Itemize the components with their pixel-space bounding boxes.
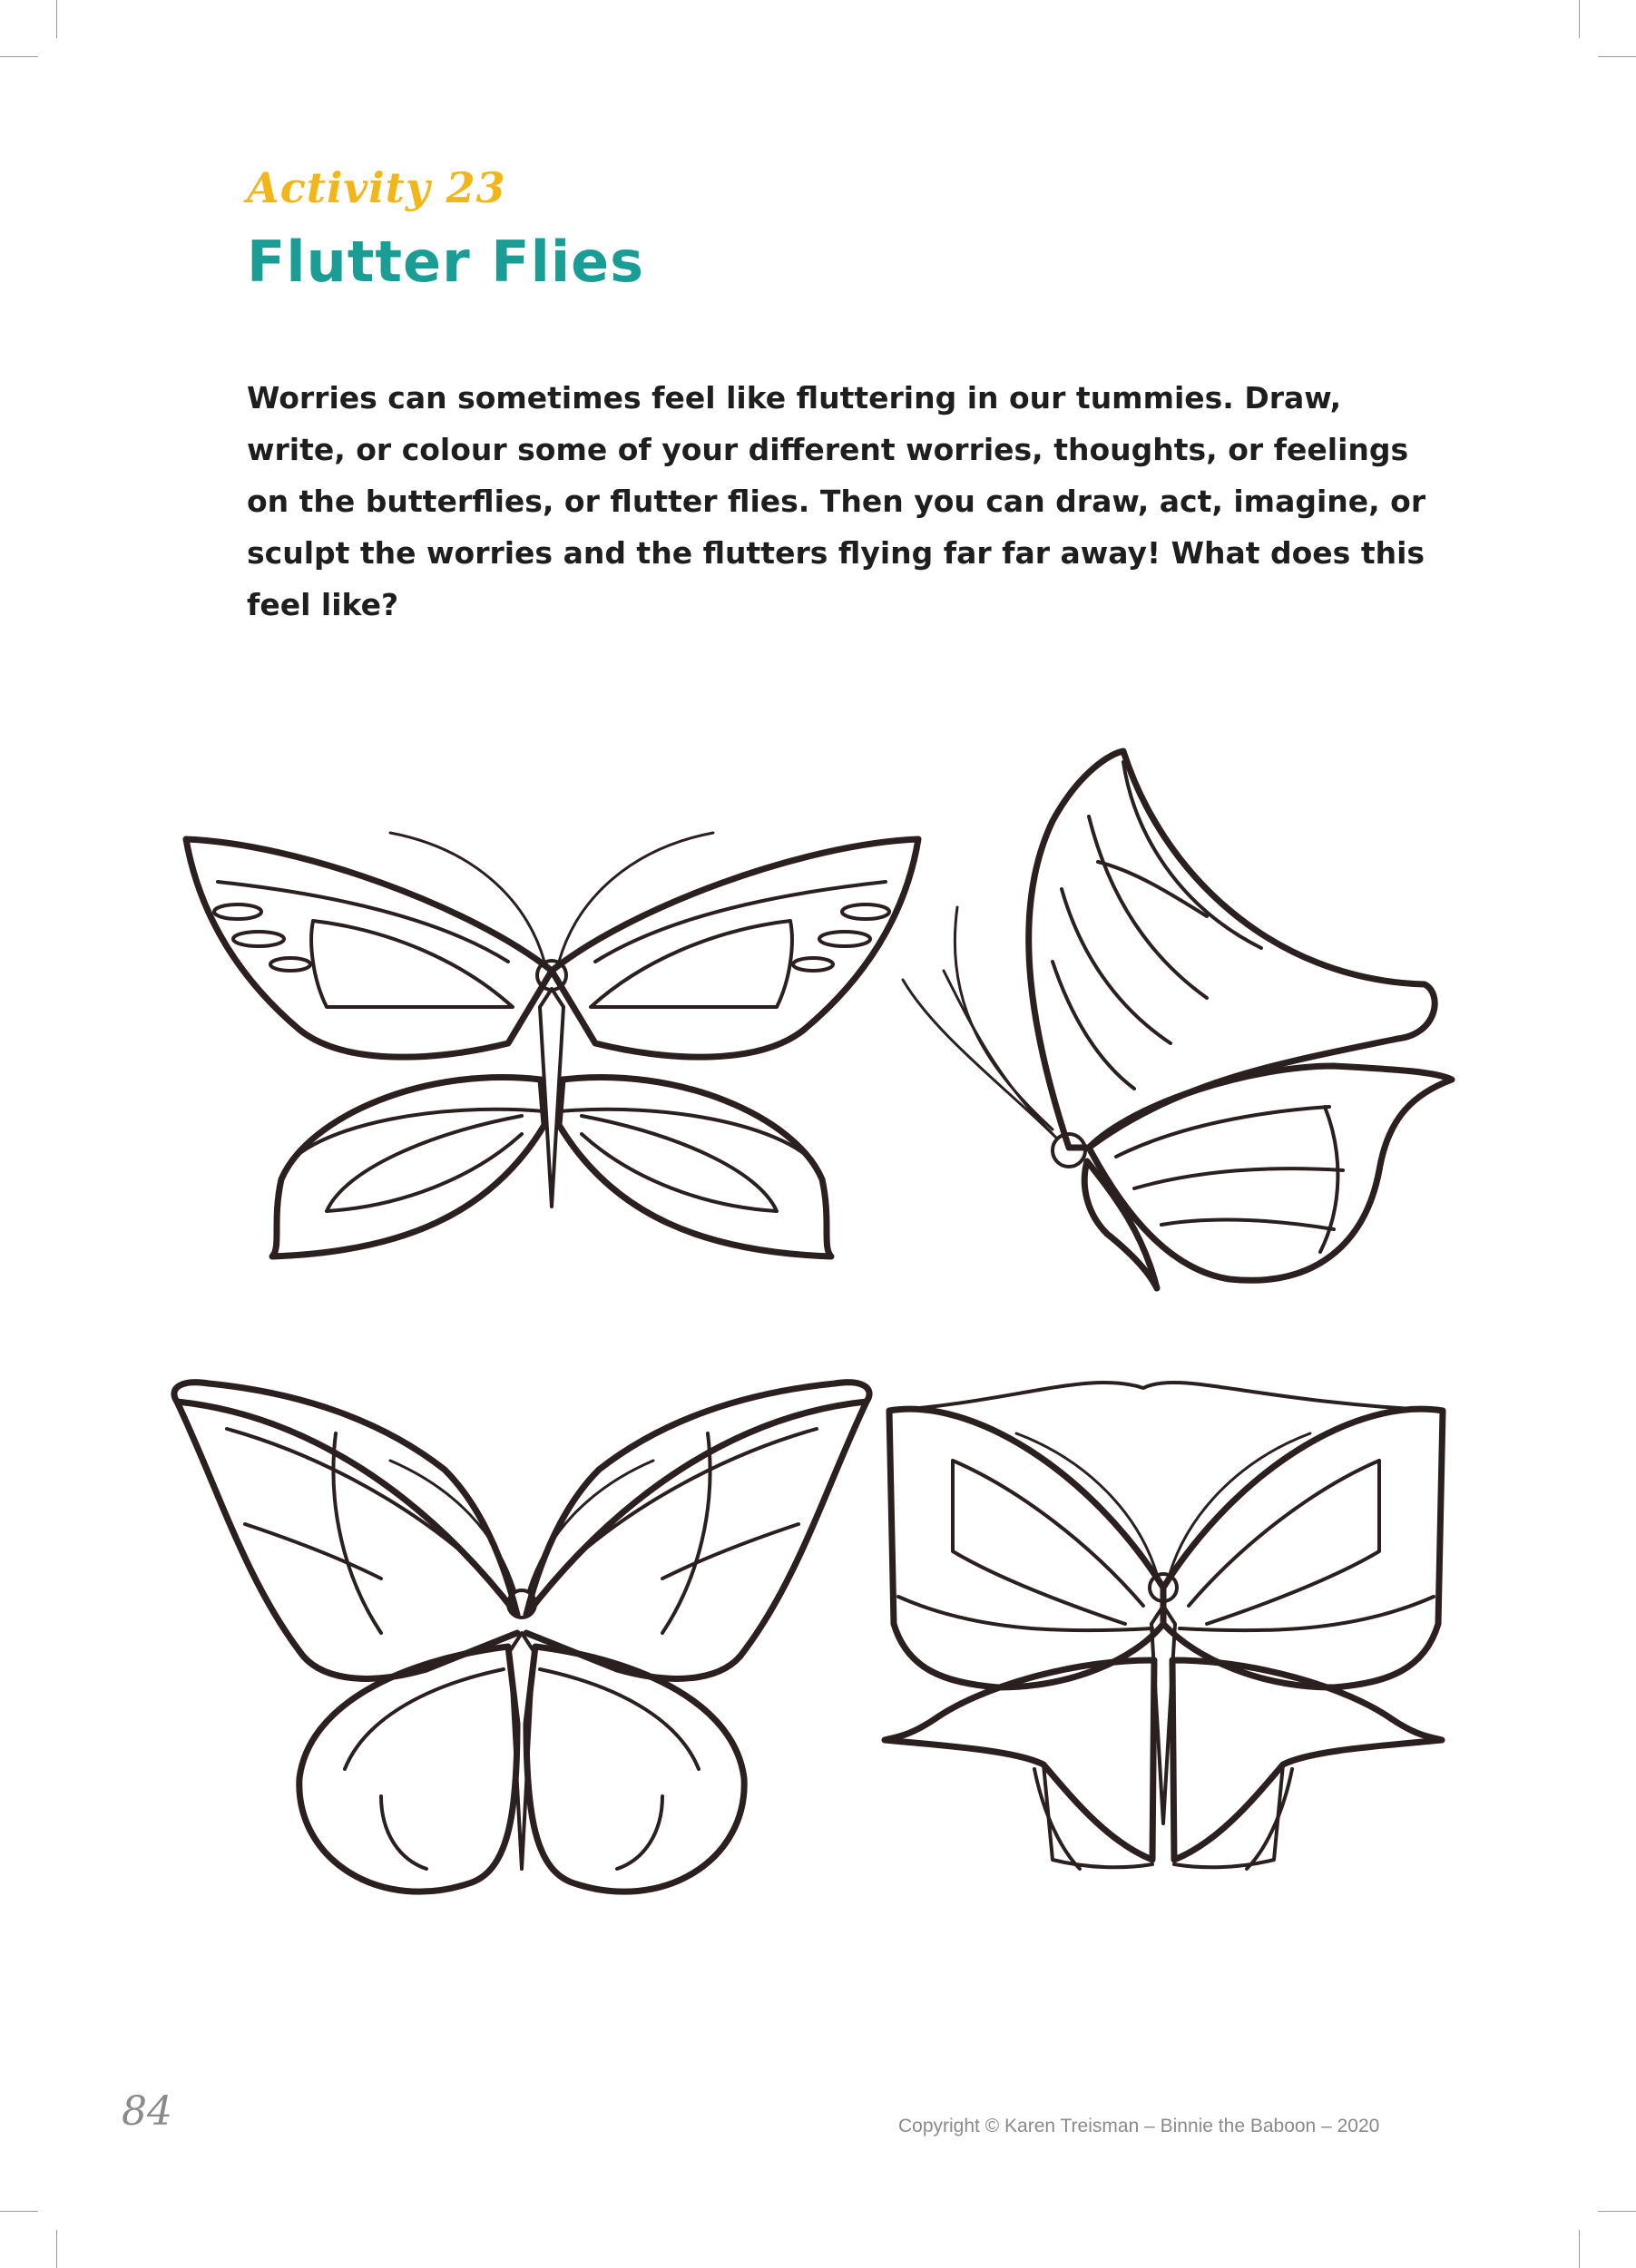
butterfly-bottom-right — [885, 1383, 1443, 1869]
butterfly-top-left — [186, 833, 918, 1256]
activity-title: Flutter Flies — [247, 229, 645, 295]
copyright-notice: Copyright © Karen Treisman – Binnie the Baboon – 2020 — [898, 2116, 1380, 2136]
butterfly-bottom-left — [174, 1383, 869, 1892]
activity-label: Activity 23 — [247, 163, 506, 212]
instructions-text: Worries can sometimes feel like fluttering in our tummies. Draw, write, or colour some of your different worries, thoughts, or feelings on the butterflies, or flutter flies. Then you can draw, act, imagine, or sculpt the worries and the flutters flying far far away! What does this feel like? — [247, 380, 1426, 622]
page-number: 84 — [122, 2088, 172, 2135]
butterfly-top-right — [903, 751, 1452, 1288]
